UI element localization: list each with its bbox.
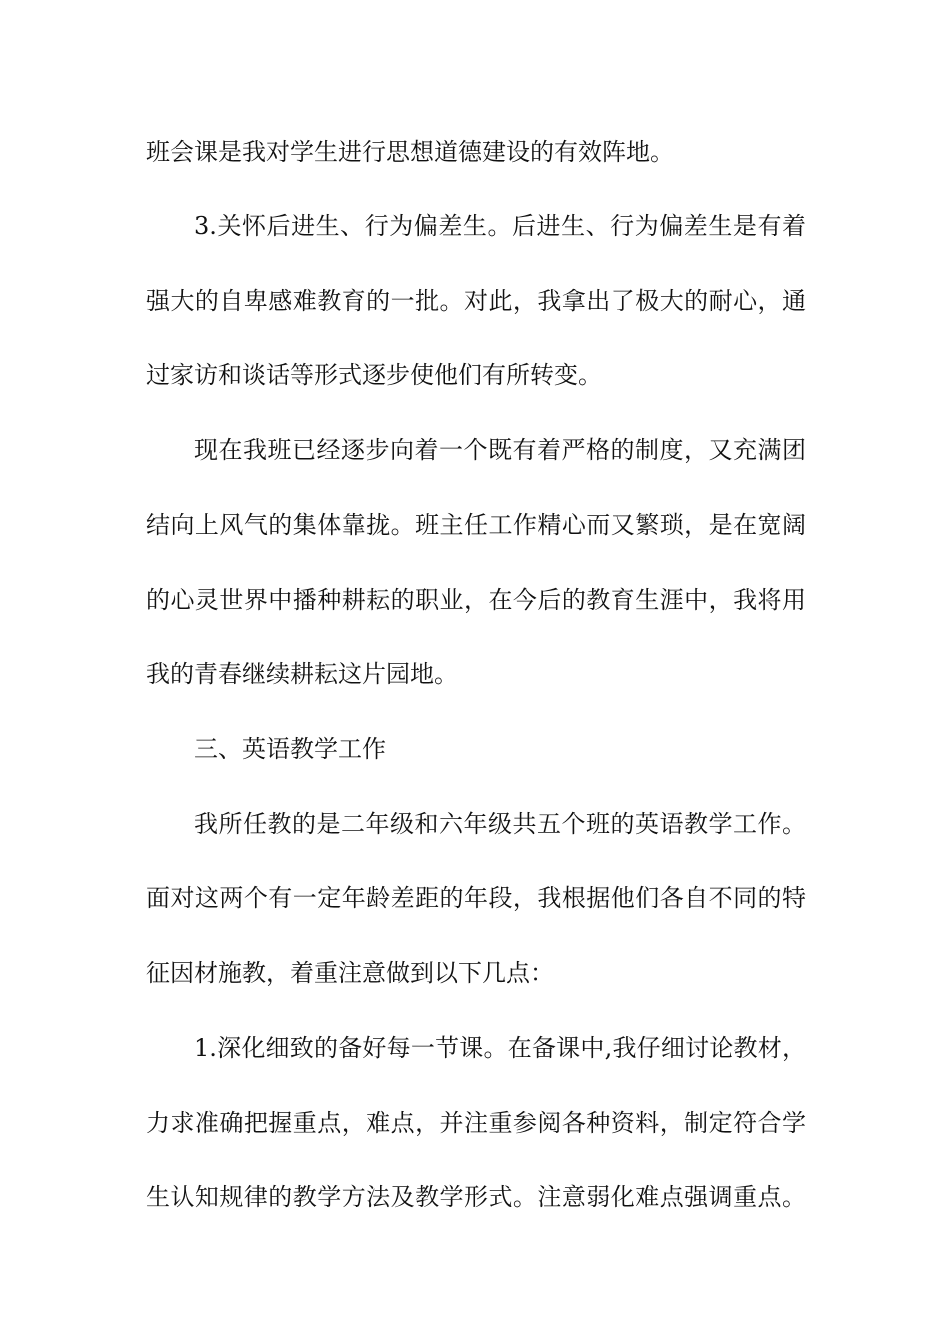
text-line: 面对这两个有一定年龄差距的年段，我根据他们各自不同的特 [146, 884, 806, 912]
text-line: 强大的自卑感难教育的一批。对此，我拿出了极大的耐心，通 [146, 287, 806, 315]
text-line: 我所任教的是二年级和六年级共五个班的英语教学工作。 [194, 810, 806, 838]
text-line: 我的青春继续耕耘这片园地。 [146, 660, 458, 688]
text-line: 征因材施教，着重注意做到以下几点： [146, 959, 554, 987]
text-line: 力求准确把握重点，难点，并注重参阅各种资料，制定符合学 [146, 1109, 806, 1137]
text-line: 的心灵世界中播种耕耘的职业，在今后的教育生涯中，我将用 [146, 586, 806, 614]
section-heading: 三、英语教学工作 [194, 735, 386, 763]
text-line: 过家访和谈话等形式逐步使他们有所转变。 [146, 361, 602, 389]
text-line: 1.深化细致的备好每一节课。在备课中,我仔细讨论教材， [194, 1034, 806, 1062]
text-line: 生认知规律的教学方法及教学形式。注意弱化难点强调重点。 [146, 1183, 806, 1211]
text-line: 班会课是我对学生进行思想道德建设的有效阵地。 [146, 138, 674, 166]
text-line: 3.关怀后进生、行为偏差生。后进生、行为偏差生是有着 [194, 212, 806, 240]
text-line: 现在我班已经逐步向着一个既有着严格的制度，又充满团 [194, 436, 806, 464]
text-line: 结向上风气的集体靠拢。班主任工作精心而又繁琐，是在宽阔 [146, 511, 806, 539]
